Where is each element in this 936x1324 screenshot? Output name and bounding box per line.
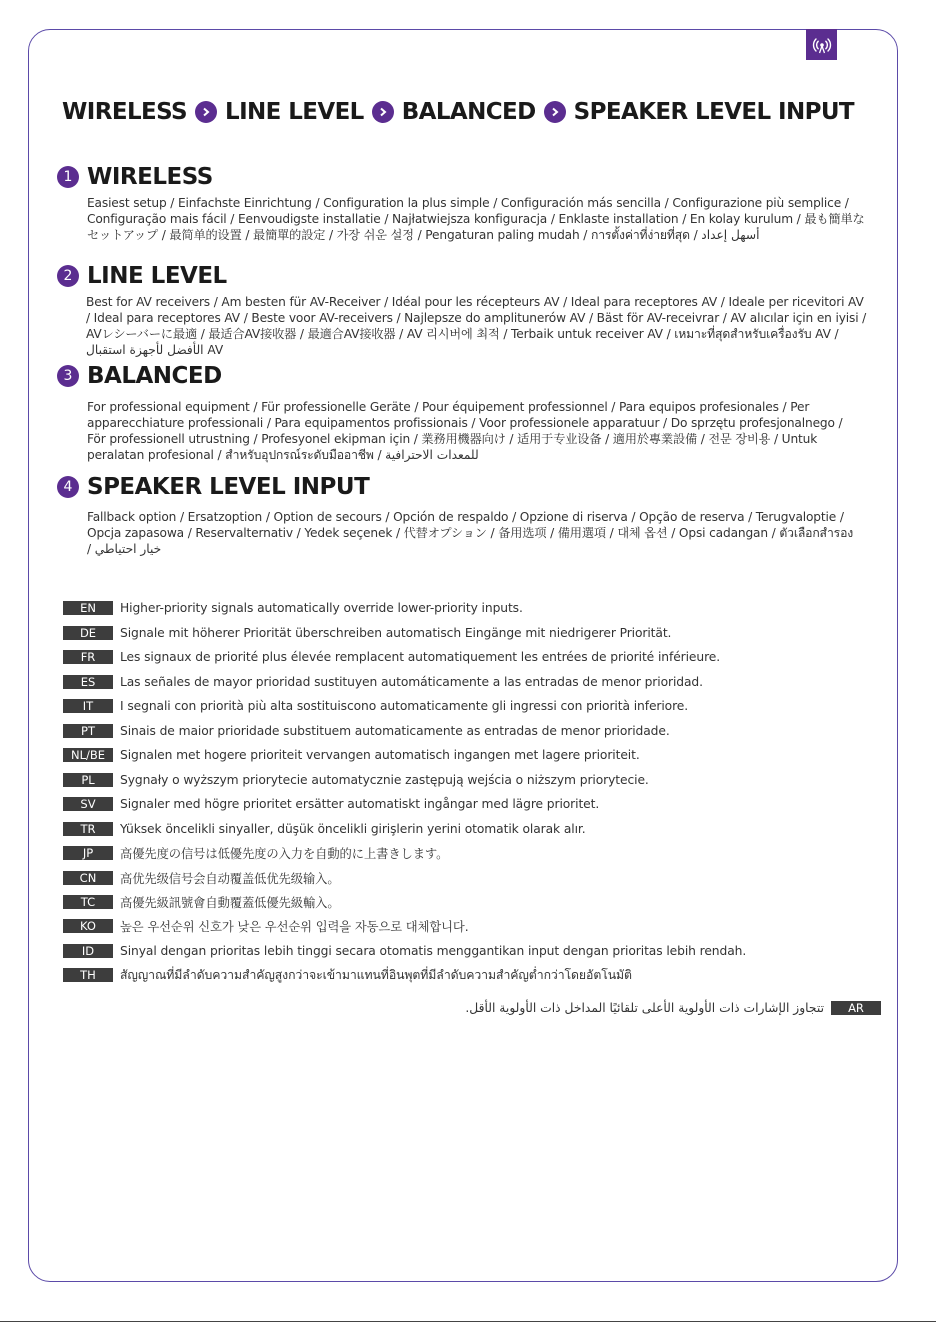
language-code-badge: CN bbox=[63, 871, 113, 885]
language-row-fr bbox=[63, 649, 720, 665]
section-heading bbox=[57, 474, 369, 500]
language-statement: 高优先级信号会自动覆盖低优先级输入。 bbox=[120, 872, 340, 886]
language-statement: Higher-priority signals automatically override lower-priority inputs. bbox=[120, 601, 523, 615]
language-row-ko bbox=[63, 918, 469, 934]
language-code-badge: KO bbox=[63, 919, 113, 933]
language-row-en bbox=[63, 600, 523, 616]
language-code-badge: AR bbox=[831, 1001, 881, 1015]
language-row-pl bbox=[63, 772, 649, 788]
language-statement: Sinais de maior prioridade substituem automaticamente as entradas de menor prioridade. bbox=[120, 724, 670, 738]
section-title: SPEAKER LEVEL INPUT bbox=[87, 474, 370, 500]
wireless-broadcast-icon bbox=[806, 29, 837, 60]
language-statement: สัญญาณที่มีลำดับความสำคัญสูงกว่าจะเข้ามาแทนที่อินพุตที่มีลำดับความสำคัญต่ำกว่าโดยอัตโนมัติ bbox=[120, 967, 632, 982]
language-code-badge: PT bbox=[63, 724, 113, 738]
language-statement: Las señales de mayor prioridad sustituyen automáticamente a las entradas de menor prioridad. bbox=[120, 675, 703, 689]
language-code-badge: JP bbox=[63, 846, 113, 860]
language-statement: Yüksek öncelikli sinyaller, düşük öncelikli girişlerin yerini otomatik olarak alır. bbox=[120, 822, 586, 836]
section-heading bbox=[57, 363, 222, 389]
language-row-tc bbox=[63, 894, 340, 910]
language-row-jp bbox=[63, 845, 448, 861]
language-statement: Signalen met hogere prioriteit vervangen automatisch ingangen met lagere prioriteit. bbox=[120, 748, 640, 762]
section-title: LINE LEVEL bbox=[87, 263, 227, 289]
chevron-right-icon bbox=[544, 101, 566, 123]
language-row-ar bbox=[465, 1000, 881, 1016]
section-title: WIRELESS bbox=[87, 164, 213, 190]
chevron-right-icon bbox=[372, 101, 394, 123]
section-description: For professional equipment / Für professionelle Geräte / Pour équipement professionnel / Para equipos profesionales / Per apparecchiature professionali / Para equipamentos profissionais / Voor professionele apparatuur / Do sprzętu profesjonalnego / För professionell utrustning / Profesyonel ekipman için / 業務用機器向け / 适用于专业设备 / 適用於專業設備 / 전문 장비용 / Untuk peralatan profesional / สำหรับอุปกรณ์ระดับมืออาชีพ / للمعدات الاحترافية bbox=[87, 400, 843, 462]
section-description: Fallback option / Ersatzoption / Option de secours / Opción de respaldo / Opzione di riserva / Opção de reserva / Terugvaloptie / Opcja zapasowa / Reservalternativ / Yedek seçenek / 代替オプション / 备用选项 / 備用選項 / 대체 옵션 / Opsi cadangan / ตัวเลือกสำรอง / خيار احتياطي bbox=[87, 510, 854, 556]
language-code-badge: PL bbox=[63, 773, 113, 787]
language-code-badge: ES bbox=[63, 675, 113, 689]
priority-chain-title bbox=[62, 96, 882, 128]
language-statement: تتجاوز الإشارات ذات الأولوية الأعلى تلقائيًا المداخل ذات الأولوية الأقل. bbox=[465, 1001, 824, 1015]
language-row-nl-be bbox=[63, 747, 640, 763]
language-row-it bbox=[63, 698, 688, 714]
language-code-badge: TR bbox=[63, 822, 113, 836]
language-code-badge: TC bbox=[63, 895, 113, 909]
section-number-badge: 2 bbox=[57, 265, 79, 287]
language-statement: 높은 우선순위 신호가 낮은 우선순위 입력을 자동으로 대체합니다. bbox=[120, 920, 469, 934]
language-code-badge: TH bbox=[63, 968, 113, 982]
chevron-right-icon bbox=[195, 101, 217, 123]
language-statement: Signaler med högre prioritet ersätter automatiskt ingångar med lägre prioritet. bbox=[120, 797, 600, 811]
language-row-de bbox=[63, 625, 671, 641]
language-statement: I segnali con priorità più alta sostituiscono automaticamente gli ingressi con priorità inferiore. bbox=[120, 699, 689, 713]
section-description: Best for AV receivers / Am besten für AV-Receiver / Idéal pour les récepteurs AV / Ideal para receptores AV / Ideale per ricevitori AV / Ideal para receptores AV / Beste voor AV-receivers / Najlepsze do amplitunerów AV / Bäst för AV-receivrar / AV alıcılar için en iyisi / AVレシーバーに最適 / 最适合AV接收器 / 最適合AV接收器 / AV 리시버에 최적 / Terbaik untuk receiver AV / เหมาะที่สุดสำหรับเครื่องรับ AV / الأفضل لأجهزة استقبال AV bbox=[86, 295, 867, 357]
title-part-balanced: BALANCED bbox=[401, 99, 536, 125]
language-row-es bbox=[63, 674, 703, 690]
title-part-wireless: WIRELESS bbox=[62, 99, 188, 125]
language-statement: Les signaux de priorité plus élevée remplacent automatiquement les entrées de priorité inférieure. bbox=[120, 650, 721, 664]
section-number-badge: 1 bbox=[57, 166, 79, 188]
section-number-badge: 4 bbox=[57, 476, 79, 498]
language-row-tr bbox=[63, 821, 586, 837]
section-number-badge: 3 bbox=[57, 365, 79, 387]
language-statement: 高優先度の信号は低優先度の入力を自動的に上書きします。 bbox=[120, 847, 449, 861]
language-code-badge: FR bbox=[63, 650, 113, 664]
section-title: BALANCED bbox=[87, 363, 222, 389]
language-row-pt bbox=[63, 723, 670, 739]
title-part-line-level: LINE LEVEL bbox=[225, 99, 364, 125]
section-heading bbox=[57, 164, 213, 190]
language-code-badge: IT bbox=[63, 699, 113, 713]
language-code-badge: ID bbox=[63, 944, 113, 958]
title-part-speaker-level-input: SPEAKER LEVEL INPUT bbox=[573, 99, 855, 125]
language-row-sv bbox=[63, 796, 599, 812]
bottom-divider bbox=[0, 1321, 936, 1322]
language-statement: Sygnały o wyższym priorytecie automatycznie zastępują wejścia o niższym priorytecie. bbox=[120, 773, 649, 787]
language-code-badge: NL/BE bbox=[63, 748, 113, 762]
language-code-badge: EN bbox=[63, 601, 113, 615]
language-code-badge: DE bbox=[63, 626, 113, 640]
section-heading bbox=[57, 263, 227, 289]
language-row-id bbox=[63, 943, 746, 959]
language-statement: Signale mit höherer Priorität überschreiben automatisch Eingänge mit niedrigerer Priorität. bbox=[120, 626, 672, 640]
language-row-cn bbox=[63, 870, 340, 886]
language-row-th bbox=[63, 967, 632, 983]
section-description: Easiest setup / Einfachste Einrichtung / Configuration la plus simple / Configuración más sencilla / Configurazione più semplice / Configuração mais fácil / Eenvoudigste installatie / Najłatwiejsza konfiguracja / Enklaste installation / En kolay kurulum / 最も簡単なセットアップ / 最简单的设置 / 最簡單的設定 / 가장 쉬운 설정 / Pengaturan paling mudah / การตั้งค่าที่ง่ายที่สุด / أسهل إعداد bbox=[87, 196, 865, 242]
language-statement: Sinyal dengan prioritas lebih tinggi secara otomatis menggantikan input dengan prioritas lebih rendah. bbox=[120, 944, 747, 958]
language-code-badge: SV bbox=[63, 797, 113, 811]
language-statement: 高優先級訊號會自動覆蓋低優先級輸入。 bbox=[120, 896, 340, 910]
